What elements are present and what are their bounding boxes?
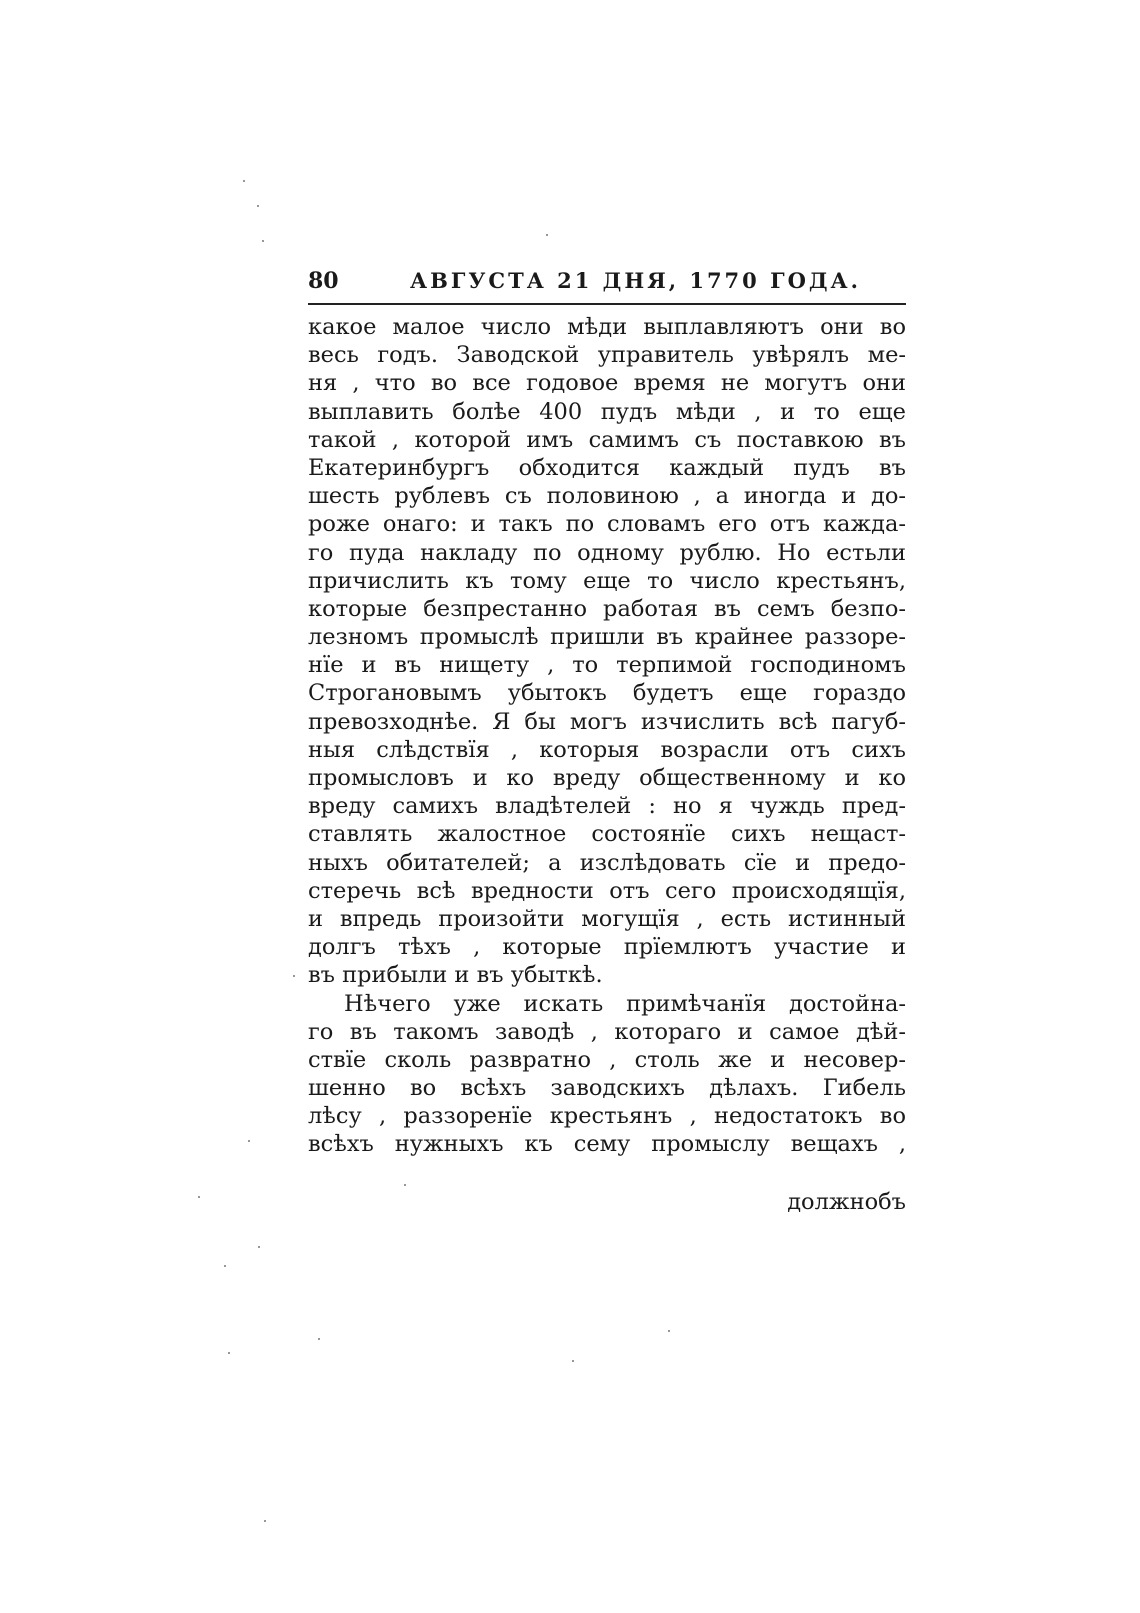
text-line: лѣсу , раззоренїе крестьянъ , недостатокъ во bbox=[308, 1103, 906, 1130]
text-line: вреду самихъ владѣтелей : но я чуждь пред- bbox=[308, 793, 906, 820]
header-rule bbox=[308, 303, 906, 305]
text-line: го пуда накладу по одному рублю. Но естьли bbox=[308, 539, 906, 566]
text-line: весь годъ. Заводской управитель увѣрялъ ме- bbox=[308, 342, 906, 369]
paper-speck bbox=[572, 1360, 574, 1362]
paper-speck bbox=[243, 180, 245, 182]
text-line: какое малое число мѣди выплавляютъ они во bbox=[308, 314, 906, 340]
paper-speck bbox=[546, 234, 548, 236]
text-line: ныхъ обитателей; а изслѣдовать сїе и предо- bbox=[308, 849, 906, 876]
text-line: ставлять жалостное состоянїе сихъ нещаст- bbox=[308, 821, 906, 848]
body-text bbox=[308, 313, 906, 1159]
paper-speck bbox=[668, 1330, 670, 1332]
paper-speck bbox=[293, 975, 295, 977]
text-line: превозходнѣе. Я бы могъ изчислить всѣ пагуб- bbox=[308, 708, 906, 735]
paper-speck bbox=[257, 205, 259, 207]
catchword: должнобъ bbox=[787, 1189, 906, 1215]
paragraph-end-line: въ прибыли и въ убыткѣ. bbox=[308, 962, 603, 989]
text-line: такой , которой имъ самимъ съ поставкою въ bbox=[308, 426, 906, 453]
text-line: шесть рублевъ съ половиною , а иногда и до- bbox=[308, 483, 906, 510]
paper-speck bbox=[258, 1246, 260, 1248]
paper-speck bbox=[248, 1140, 250, 1142]
text-line: шенно во всѣхъ заводскихъ дѣлахъ. Гибель bbox=[308, 1075, 906, 1102]
text-line: нїе и въ нищету , то терпимой господиномъ bbox=[308, 652, 906, 679]
text-line: промысловъ и ко вреду общественному и ко bbox=[308, 765, 906, 791]
text-line: и впредь произойти могущїя , есть истинный bbox=[308, 905, 906, 932]
text-line: причислить къ тому еще то число крестьянъ, bbox=[308, 567, 906, 594]
page-number: 80 bbox=[308, 268, 339, 294]
paper-speck bbox=[404, 1184, 406, 1186]
paper-speck bbox=[198, 1196, 200, 1198]
paper-speck bbox=[264, 1520, 266, 1522]
text-line: Строгановымъ убытокъ будетъ еще гораздо bbox=[308, 680, 906, 707]
text-line: роже онаго: и такъ по словамъ его отъ кажда- bbox=[308, 511, 906, 538]
running-title: АВГУСТА 21 ДНЯ, 1770 ГОДА. bbox=[410, 268, 861, 293]
text-line: ныя слѣдствїя , которыя возрасли отъ сихъ bbox=[308, 736, 906, 763]
paper-speck bbox=[318, 1338, 320, 1340]
text-line: всѣхъ нужныхъ къ сему промыслу вещахъ , bbox=[308, 1131, 906, 1158]
text-line: лезномъ промыслѣ пришли въ крайнее раззоре- bbox=[308, 624, 906, 651]
paper-speck bbox=[228, 1352, 230, 1354]
text-line: выплавить болѣе 400 пудъ мѣди , и то еще bbox=[308, 398, 906, 425]
paper-speck bbox=[262, 240, 264, 242]
text-line: стеречь всѣ вредности отъ сего происходящїя, bbox=[308, 877, 906, 904]
text-line: ня , что во все годовое время не могутъ они bbox=[308, 370, 906, 397]
page-header bbox=[308, 268, 906, 298]
text-line: ствїе сколь развратно , столь же и несовер- bbox=[308, 1046, 906, 1073]
text-line: го въ такомъ заводѣ , котораго и самое дѣй- bbox=[308, 1018, 906, 1045]
text-line: которые безпрестанно работая въ семъ безпо- bbox=[308, 595, 906, 622]
paper-speck bbox=[224, 1265, 226, 1267]
text-line: долгъ тѣхъ , которые прїемлютъ участие и bbox=[308, 934, 906, 961]
paragraph-start-line: Нѣчего уже искать примѣчанїя достойна- bbox=[344, 990, 906, 1017]
text-line: Екатеринбургъ обходится каждый пудъ въ bbox=[308, 454, 906, 481]
